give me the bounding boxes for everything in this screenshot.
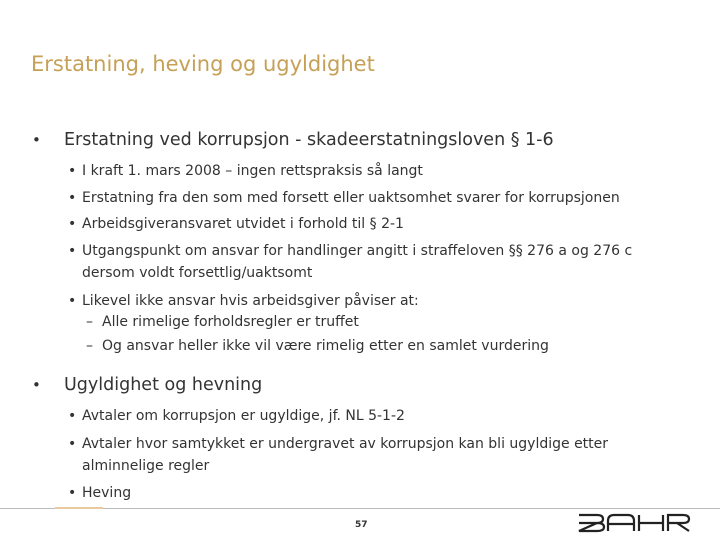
bullet-icon: • (68, 408, 77, 424)
dash-icon: – (86, 314, 93, 330)
page-number: 57 (355, 520, 368, 530)
section-1-bullet: • (32, 131, 41, 149)
section-2-bullet: • (32, 376, 41, 394)
bullet-icon: • (68, 485, 77, 501)
slide-title: Erstatning, heving og ugyldighet (31, 52, 375, 76)
section-1-heading: Erstatning ved korrupsjon - skadeerstatningsloven § 1-6 (64, 130, 554, 150)
bullet-icon: • (68, 243, 77, 259)
footer-accent (55, 507, 103, 509)
bullet-icon: • (68, 216, 77, 232)
sub-list-item: – Og ansvar heller ikke vil være rimelig etter en samlet vurdering (86, 338, 549, 354)
dash-icon: – (86, 338, 93, 354)
bullet-icon: • (68, 436, 77, 452)
sub-list-item: – Alle rimelige forholdsregler er truffet (86, 314, 359, 330)
bullet-icon: • (68, 190, 77, 206)
section-2-heading: Ugyldighet og hevning (64, 375, 263, 395)
bahr-logo (577, 513, 691, 533)
bullet-icon: • (68, 163, 77, 179)
bullet-icon: • (68, 293, 77, 309)
footer-divider (0, 508, 720, 509)
